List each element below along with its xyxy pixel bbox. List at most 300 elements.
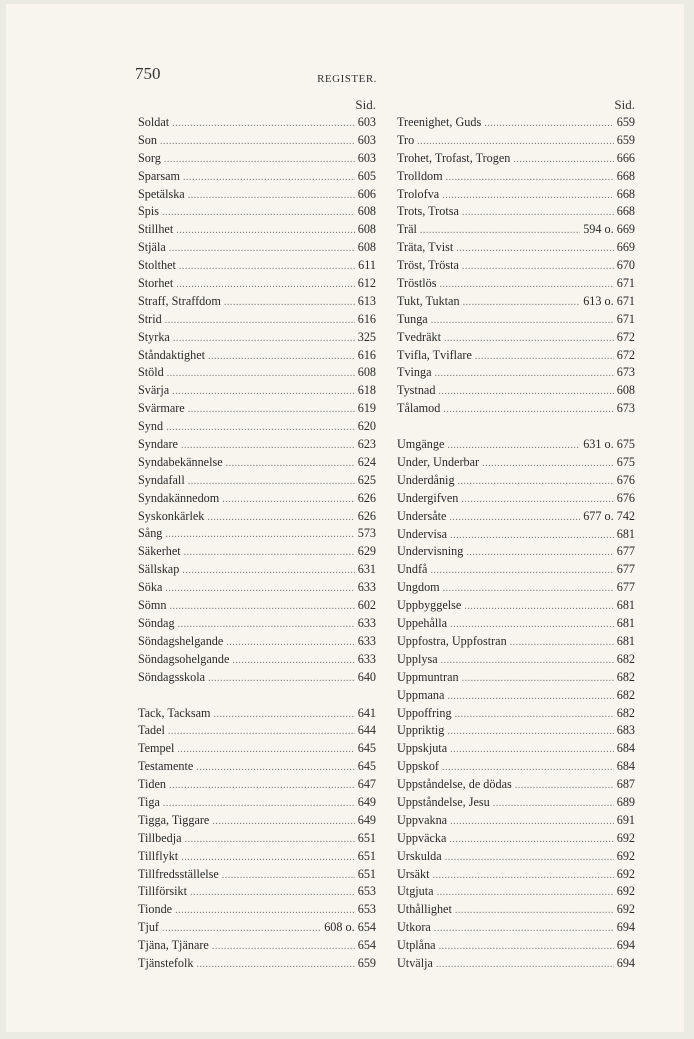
entry-term: Son bbox=[138, 132, 157, 147]
entry-page-ref: 692 bbox=[616, 830, 635, 845]
index-entry bbox=[397, 203, 635, 221]
entry-page-ref: 691 bbox=[616, 812, 635, 827]
entry-term: Svärja bbox=[138, 383, 170, 398]
entry-page-ref: 633 bbox=[357, 615, 376, 630]
entry-term: Ursäkt bbox=[397, 866, 430, 881]
dot-leader bbox=[445, 849, 614, 867]
index-entry bbox=[138, 454, 376, 472]
entry-page-ref: 681 bbox=[616, 598, 635, 613]
dot-leader bbox=[449, 509, 580, 527]
dot-leader bbox=[162, 920, 321, 938]
index-entry bbox=[397, 794, 635, 812]
index-entry bbox=[138, 239, 376, 257]
index-entry bbox=[138, 186, 376, 204]
dot-leader bbox=[456, 240, 614, 258]
index-entry bbox=[397, 186, 635, 204]
entry-term: Tigga, Tiggare bbox=[138, 812, 210, 827]
entry-page-ref: 608 o. 654 bbox=[324, 920, 376, 935]
entry-page-ref: 654 bbox=[357, 938, 376, 953]
index-entry bbox=[138, 615, 376, 633]
dot-leader bbox=[177, 741, 354, 759]
dot-leader bbox=[493, 795, 614, 813]
entry-page-ref: 594 o. 669 bbox=[583, 222, 635, 237]
dot-leader bbox=[226, 455, 355, 473]
entry-term: Tystnad bbox=[397, 383, 436, 398]
index-entry bbox=[397, 669, 635, 687]
entry-page-ref: 692 bbox=[616, 884, 635, 899]
entry-page-ref: 669 bbox=[616, 240, 635, 255]
entry-term: Tvinga bbox=[397, 365, 432, 380]
index-entry bbox=[138, 472, 376, 490]
entry-page-ref: 633 bbox=[357, 580, 376, 595]
entry-term: Tadel bbox=[138, 723, 165, 738]
dot-leader bbox=[181, 849, 355, 867]
index-entry bbox=[138, 221, 376, 239]
entry-page-ref: 645 bbox=[357, 759, 376, 774]
entry-page-ref: 573 bbox=[357, 526, 376, 541]
dot-leader bbox=[197, 956, 355, 974]
index-entry bbox=[138, 937, 376, 955]
index-entry bbox=[397, 740, 635, 758]
sid-header: Sid. bbox=[614, 97, 635, 112]
entry-page-ref: 668 bbox=[616, 204, 635, 219]
dot-leader bbox=[196, 759, 354, 777]
dot-leader bbox=[182, 562, 354, 580]
entry-page-ref: 624 bbox=[357, 454, 376, 469]
index-entry bbox=[138, 132, 376, 150]
index-entry bbox=[138, 418, 376, 436]
index-group bbox=[397, 436, 635, 973]
dot-leader bbox=[436, 956, 614, 974]
entry-page-ref: 683 bbox=[616, 723, 635, 738]
entry-term: Ungdom bbox=[397, 580, 440, 595]
entry-page-ref: 631 o. 675 bbox=[583, 437, 635, 452]
entry-page-ref: 647 bbox=[357, 777, 376, 792]
index-entry bbox=[397, 454, 635, 472]
entry-term: Undervisning bbox=[397, 544, 464, 559]
dot-leader bbox=[439, 938, 614, 956]
entry-term: Tröstlös bbox=[397, 276, 437, 291]
dot-leader bbox=[464, 598, 613, 616]
entry-term: Sparsam bbox=[138, 168, 180, 183]
dot-leader bbox=[165, 312, 355, 330]
index-entry bbox=[138, 919, 376, 937]
index-entry bbox=[138, 740, 376, 758]
entry-page-ref: 626 bbox=[357, 508, 376, 523]
entry-page-ref: 653 bbox=[357, 902, 376, 917]
index-entry bbox=[138, 758, 376, 776]
entry-page-ref: 612 bbox=[357, 276, 376, 291]
index-entry bbox=[138, 651, 376, 669]
dot-leader bbox=[462, 670, 614, 688]
entry-page-ref: 608 bbox=[616, 383, 635, 398]
entry-page-ref: 603 bbox=[357, 115, 376, 129]
entry-page-ref: 608 bbox=[357, 365, 376, 380]
entry-term: Sällskap bbox=[138, 562, 180, 577]
index-entry bbox=[397, 597, 635, 615]
index-entry bbox=[138, 525, 376, 543]
dot-leader bbox=[190, 884, 355, 902]
entry-term: Söndag bbox=[138, 615, 175, 630]
entry-term: Syndare bbox=[138, 437, 178, 452]
entry-term: Syndabekännelse bbox=[138, 454, 223, 469]
index-entry bbox=[397, 275, 635, 293]
entry-page-ref: 640 bbox=[357, 669, 376, 684]
entry-term: Storhet bbox=[138, 276, 174, 291]
index-entry bbox=[138, 114, 376, 132]
dot-leader bbox=[443, 401, 613, 419]
index-entry bbox=[138, 579, 376, 597]
index-entry bbox=[397, 168, 635, 186]
index-entry bbox=[138, 955, 376, 973]
entry-term: Uppoffring bbox=[397, 705, 452, 720]
entry-term: Trolofva bbox=[397, 186, 440, 201]
index-group bbox=[138, 705, 376, 973]
entry-page-ref: 681 bbox=[616, 526, 635, 541]
entry-term: Utvälja bbox=[397, 955, 433, 970]
index-entry bbox=[397, 221, 635, 239]
dot-leader bbox=[181, 437, 355, 455]
entry-page-ref: 694 bbox=[616, 955, 635, 970]
entry-term: Tillbedja bbox=[138, 830, 182, 845]
entry-term: Undervisa bbox=[397, 526, 448, 541]
index-column-right bbox=[397, 96, 635, 973]
entry-term: Trohet, Trofast, Trogen bbox=[397, 150, 511, 165]
entry-page-ref: 682 bbox=[616, 651, 635, 666]
index-group bbox=[397, 114, 635, 418]
entry-term: Uppmana bbox=[397, 687, 445, 702]
dot-leader bbox=[438, 383, 613, 401]
dot-leader bbox=[437, 884, 614, 902]
entry-term: Undfå bbox=[397, 562, 428, 577]
entry-term: Uppskof bbox=[397, 759, 439, 774]
entry-term: Trolldom bbox=[397, 168, 443, 183]
entry-term: Utplåna bbox=[397, 938, 436, 953]
entry-term: Stolthet bbox=[138, 258, 176, 273]
dot-leader bbox=[183, 169, 355, 187]
dot-leader bbox=[420, 222, 580, 240]
index-entry bbox=[138, 830, 376, 848]
entry-term: Tjänstefolk bbox=[138, 955, 194, 970]
entry-page-ref: 692 bbox=[616, 866, 635, 881]
dot-leader bbox=[188, 473, 355, 491]
entry-page-ref: 633 bbox=[357, 633, 376, 648]
index-entry bbox=[138, 812, 376, 830]
dot-leader bbox=[444, 330, 614, 348]
index-entry bbox=[397, 508, 635, 526]
entry-page-ref: 613 bbox=[357, 293, 376, 308]
entry-term: Treenighet, Guds bbox=[397, 115, 482, 129]
entry-page-ref: 649 bbox=[357, 794, 376, 809]
index-entry bbox=[138, 866, 376, 884]
entry-term: Tvifla, Tviflare bbox=[397, 347, 472, 362]
entry-term: Undersåte bbox=[397, 508, 447, 523]
entry-term: Syskonkärlek bbox=[138, 508, 205, 523]
dot-leader bbox=[510, 634, 614, 652]
index-entry bbox=[397, 722, 635, 740]
entry-term: Utgjuta bbox=[397, 884, 434, 899]
entry-term: Utkora bbox=[397, 920, 431, 935]
dot-leader bbox=[167, 365, 355, 383]
index-entry bbox=[397, 382, 635, 400]
entry-page-ref: 676 bbox=[616, 490, 635, 505]
index-entry bbox=[397, 812, 635, 830]
entry-page-ref: 684 bbox=[616, 741, 635, 756]
entry-term: Uppskjuta bbox=[397, 741, 448, 756]
entry-term: Trots, Trotsa bbox=[397, 204, 459, 219]
index-entry bbox=[138, 722, 376, 740]
index-entry bbox=[397, 866, 635, 884]
entry-page-ref: 659 bbox=[357, 955, 376, 970]
entry-page-ref: 613 o. 671 bbox=[583, 293, 635, 308]
index-entry bbox=[397, 239, 635, 257]
dot-leader bbox=[212, 938, 355, 956]
page-number: 750 bbox=[135, 64, 161, 83]
index-entry bbox=[397, 901, 635, 919]
index-entry bbox=[138, 364, 376, 382]
dot-leader bbox=[172, 383, 355, 401]
index-entry bbox=[397, 561, 635, 579]
entry-page-ref: 673 bbox=[616, 401, 635, 416]
entry-page-ref: 677 bbox=[616, 562, 635, 577]
entry-term: Under, Underbar bbox=[397, 455, 480, 470]
dot-leader bbox=[232, 652, 354, 670]
dot-leader bbox=[443, 580, 614, 598]
dot-leader bbox=[176, 276, 355, 294]
entry-term: Tvedräkt bbox=[397, 329, 441, 344]
entry-term: Sorg bbox=[138, 150, 161, 165]
index-entry bbox=[397, 615, 635, 633]
index-entry bbox=[397, 364, 635, 382]
dot-leader bbox=[178, 616, 355, 634]
entry-term: Sömn bbox=[138, 598, 167, 613]
group-gap bbox=[138, 687, 376, 705]
entry-term: Upplysa bbox=[397, 651, 438, 666]
entry-page-ref: 694 bbox=[616, 920, 635, 935]
entry-term: Strid bbox=[138, 311, 162, 326]
entry-term: Uppståndelse, Jesu bbox=[397, 794, 490, 809]
entry-term: Spis bbox=[138, 204, 160, 219]
entry-page-ref: 633 bbox=[357, 651, 376, 666]
dot-leader bbox=[482, 455, 614, 473]
index-entry bbox=[138, 597, 376, 615]
index-entry bbox=[397, 150, 635, 168]
entry-page-ref: 603 bbox=[357, 132, 376, 147]
entry-term: Söka bbox=[138, 580, 163, 595]
entry-page-ref: 620 bbox=[357, 419, 376, 434]
dot-leader bbox=[455, 902, 614, 920]
entry-page-ref: 605 bbox=[357, 168, 376, 183]
index-entry bbox=[138, 203, 376, 221]
dot-leader bbox=[185, 831, 355, 849]
entry-page-ref: 672 bbox=[616, 329, 635, 344]
dot-leader bbox=[475, 348, 614, 366]
entry-page-ref: 684 bbox=[616, 759, 635, 774]
entry-page-ref: 631 bbox=[357, 562, 376, 577]
entry-term: Tjäna, Tjänare bbox=[138, 938, 209, 953]
dot-leader bbox=[458, 473, 614, 491]
dot-leader bbox=[166, 419, 355, 437]
dot-leader bbox=[169, 777, 355, 795]
dot-leader bbox=[224, 294, 355, 312]
index-entry bbox=[397, 400, 635, 418]
entry-page-ref: 659 bbox=[616, 115, 635, 129]
dot-leader bbox=[442, 759, 614, 777]
dot-leader bbox=[160, 133, 355, 151]
entry-page-ref: 692 bbox=[616, 848, 635, 863]
entry-page-ref: 677 bbox=[616, 580, 635, 595]
dot-leader bbox=[446, 169, 614, 187]
entry-term: Tiga bbox=[138, 794, 160, 809]
entry-term: Umgänge bbox=[397, 437, 445, 452]
entry-page-ref: 608 bbox=[357, 222, 376, 237]
entry-page-ref: 616 bbox=[357, 347, 376, 362]
dot-leader bbox=[168, 723, 355, 741]
entry-page-ref: 603 bbox=[357, 150, 376, 165]
dot-leader bbox=[431, 312, 614, 330]
entry-page-ref: 653 bbox=[357, 884, 376, 899]
index-entry bbox=[397, 257, 635, 275]
dot-leader bbox=[515, 777, 614, 795]
dot-leader bbox=[433, 867, 614, 885]
entry-page-ref: 672 bbox=[616, 347, 635, 362]
entry-page-ref: 625 bbox=[357, 472, 376, 487]
dot-leader bbox=[163, 795, 355, 813]
index-entry bbox=[138, 669, 376, 687]
entry-term: Tack, Tacksam bbox=[138, 705, 211, 720]
entry-page-ref: 682 bbox=[616, 687, 635, 702]
dot-leader bbox=[450, 527, 614, 545]
index-entry bbox=[138, 883, 376, 901]
entry-page-ref: 659 bbox=[616, 132, 635, 147]
dot-leader bbox=[162, 204, 355, 222]
entry-term: Tempel bbox=[138, 741, 175, 756]
index-entry bbox=[138, 436, 376, 454]
entry-page-ref: 682 bbox=[616, 705, 635, 720]
entry-page-ref: 671 bbox=[616, 311, 635, 326]
entry-term: Säkerhet bbox=[138, 544, 181, 559]
entry-term: Syndafall bbox=[138, 472, 185, 487]
running-head: REGISTER. bbox=[317, 73, 377, 85]
entry-term: Tröst, Trösta bbox=[397, 258, 459, 273]
index-entry bbox=[397, 293, 635, 311]
index-entry bbox=[397, 687, 635, 705]
entry-page-ref: 677 o. 742 bbox=[583, 508, 635, 523]
dot-leader bbox=[222, 491, 354, 509]
entry-page-ref: 670 bbox=[616, 258, 635, 273]
entry-term: Underdånig bbox=[397, 472, 455, 487]
entry-page-ref: 651 bbox=[357, 866, 376, 881]
entry-term: Tillförsikt bbox=[138, 884, 187, 899]
entry-term: Stjäla bbox=[138, 240, 166, 255]
entry-page-ref: 692 bbox=[616, 902, 635, 917]
entry-term: Spetälska bbox=[138, 186, 185, 201]
entry-page-ref: 673 bbox=[616, 365, 635, 380]
dot-leader bbox=[173, 330, 355, 348]
entry-term: Sång bbox=[138, 526, 163, 541]
entry-page-ref: 325 bbox=[357, 329, 376, 344]
index-entry bbox=[138, 794, 376, 812]
dot-leader bbox=[164, 151, 355, 169]
dot-leader bbox=[188, 187, 355, 205]
index-entry bbox=[138, 257, 376, 275]
index-entry bbox=[397, 883, 635, 901]
entry-term: Uppväcka bbox=[397, 830, 447, 845]
entry-term: Söndagshelgande bbox=[138, 633, 224, 648]
dot-leader bbox=[435, 365, 614, 383]
entry-page-ref: 689 bbox=[616, 794, 635, 809]
dot-leader bbox=[466, 544, 613, 562]
dot-leader bbox=[484, 115, 614, 133]
index-entry bbox=[397, 436, 635, 454]
entry-term: Tjuf bbox=[138, 920, 159, 935]
index-entry bbox=[397, 579, 635, 597]
entry-page-ref: 616 bbox=[357, 311, 376, 326]
index-entry bbox=[397, 919, 635, 937]
index-entry bbox=[397, 347, 635, 365]
entry-term: Träl bbox=[397, 222, 417, 237]
dot-leader bbox=[462, 204, 614, 222]
index-entry bbox=[138, 776, 376, 794]
entry-page-ref: 602 bbox=[357, 598, 376, 613]
entry-page-ref: 611 bbox=[358, 258, 376, 273]
index-entry bbox=[397, 472, 635, 490]
dot-leader bbox=[179, 258, 355, 276]
entry-term: Uppvakna bbox=[397, 812, 448, 827]
index-group bbox=[138, 114, 376, 687]
dot-leader bbox=[188, 401, 355, 419]
dot-leader bbox=[463, 294, 581, 312]
entry-term: Tro bbox=[397, 132, 415, 147]
entry-page-ref: 666 bbox=[616, 150, 635, 165]
index-entry bbox=[397, 955, 635, 973]
entry-term: Träta, Tvist bbox=[397, 240, 454, 255]
entry-term: Undergifven bbox=[397, 490, 459, 505]
entry-term: Söndagsohelgande bbox=[138, 651, 230, 666]
dot-leader bbox=[207, 509, 354, 527]
entry-term: Uppriktig bbox=[397, 723, 445, 738]
dot-leader bbox=[165, 526, 354, 544]
index-entry bbox=[138, 848, 376, 866]
index-entry bbox=[397, 490, 635, 508]
dot-leader bbox=[176, 222, 355, 240]
entry-page-ref: 626 bbox=[357, 490, 376, 505]
index-entry bbox=[138, 275, 376, 293]
index-entry bbox=[138, 705, 376, 723]
dot-leader bbox=[461, 491, 613, 509]
dot-leader bbox=[450, 616, 614, 634]
entry-term: Uppmuntran bbox=[397, 669, 459, 684]
entry-page-ref: 687 bbox=[616, 777, 635, 792]
entry-page-ref: 651 bbox=[357, 830, 376, 845]
dot-leader bbox=[447, 723, 613, 741]
index-entry bbox=[138, 543, 376, 561]
dot-leader bbox=[441, 652, 614, 670]
entry-term: Tiden bbox=[138, 777, 166, 792]
entry-page-ref: 675 bbox=[616, 455, 635, 470]
dot-leader bbox=[208, 348, 355, 366]
dot-leader bbox=[447, 437, 580, 455]
entry-term: Stillhet bbox=[138, 222, 174, 237]
dot-leader bbox=[169, 240, 355, 258]
entry-term: Tunga bbox=[397, 311, 428, 326]
entry-page-ref: 641 bbox=[357, 705, 376, 720]
dot-leader bbox=[417, 133, 614, 151]
index-entry bbox=[397, 830, 635, 848]
entry-term: Soldat bbox=[138, 115, 170, 129]
dot-leader bbox=[184, 544, 355, 562]
dot-leader bbox=[450, 813, 614, 831]
